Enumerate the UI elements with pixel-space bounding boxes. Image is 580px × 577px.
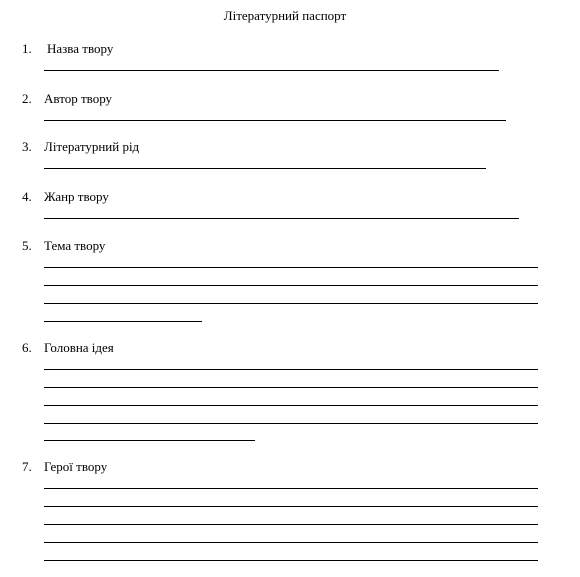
item-label: Тема твору [44,238,106,253]
answer-line-idea-3[interactable] [44,405,538,406]
item-number: 7. [22,459,32,474]
page-title: Літературний паспорт [223,8,347,23]
answer-line-theme-1[interactable] [44,267,538,268]
answer-line-theme-2[interactable] [44,285,538,286]
item-number: 1. [22,41,32,56]
answer-line-idea-5[interactable] [44,440,255,441]
answer-line-genre[interactable] [44,218,519,219]
item-label: Літературний рід [44,139,140,154]
item-number: 5. [22,238,32,253]
answer-line-author[interactable] [44,120,506,121]
answer-line-idea-1[interactable] [44,369,538,370]
item-label: Автор твору [44,91,113,106]
item-number: 4. [22,189,32,204]
item-number: 2. [22,91,32,106]
answer-line-characters-3[interactable] [44,524,538,525]
answer-line-characters-4[interactable] [44,542,538,543]
answer-line-characters-2[interactable] [44,506,538,507]
item-label: Назва твору [47,41,114,56]
item-number: 6. [22,340,32,355]
answer-line-theme-3[interactable] [44,303,538,304]
answer-line-theme-4[interactable] [44,321,202,322]
answer-line-characters-1[interactable] [44,488,538,489]
answer-line-title[interactable] [44,70,499,71]
answer-line-characters-5[interactable] [44,560,538,561]
item-label: Жанр твору [44,189,109,204]
answer-line-idea-2[interactable] [44,387,538,388]
item-label: Герої твору [44,459,108,474]
answer-line-literary-kind[interactable] [44,168,486,169]
item-label: Головна ідея [44,340,114,355]
item-number: 3. [22,139,32,154]
answer-line-idea-4[interactable] [44,423,538,424]
